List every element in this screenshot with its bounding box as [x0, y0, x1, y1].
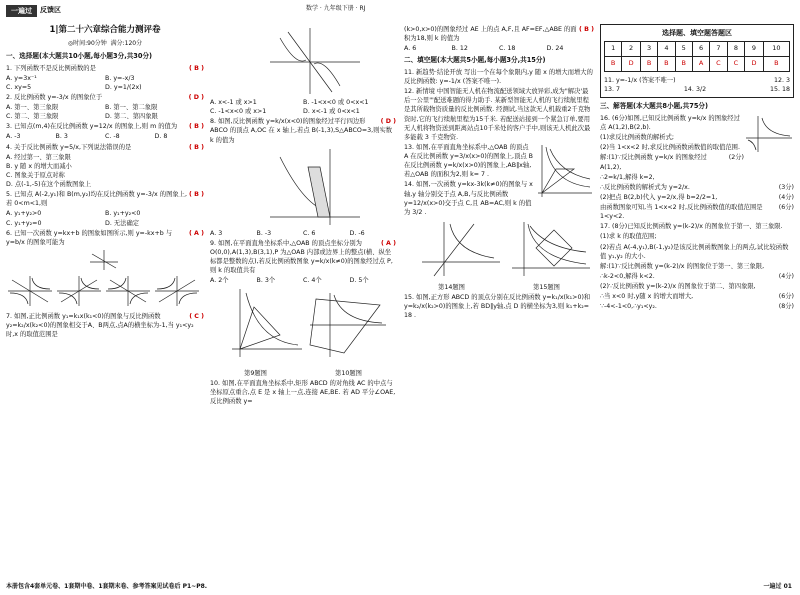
option: C. 图象关于原点对称: [6, 171, 65, 179]
fill-answers-row1: [604, 76, 790, 85]
grid-cell: B: [763, 57, 789, 72]
test-meta: [6, 40, 204, 49]
option: A. 经过第一、第三象限: [6, 153, 71, 161]
grid-number-row: [605, 42, 790, 57]
figure-caption: 第15题图: [533, 284, 560, 292]
question-5: [6, 190, 204, 208]
question-14: 14. 如图,一次函数 y=kx-3k(k≠0)的图象与 x 轴,y 轴分别交于点 A,B,与反比例函数 y=12/x(x>0)交于点 C,且 AB=AC,则 k 的值为 3/2 .: [404, 181, 533, 216]
question-text: 5. 已知点 A(-2,y₁)和 B(m,y₂)均在反比例函数 y=-3/x 的图象上,若 0<m<1,则: [6, 191, 187, 208]
option: C. 18: [499, 45, 516, 53]
option: B. y₁+y₂<0: [105, 210, 141, 218]
column-4: [600, 24, 794, 312]
section-heading: 二、填空题(本大题共5小题,每小题3分,共15分): [404, 56, 546, 65]
option: B. 3: [55, 133, 68, 141]
question-13: 13. 如图,在平面直角坐标系中,△OAB 的顶点 A 在反比例函数 y=3/x(x>0)的图象上,顶点 B 在反比例函数 y=k/x(x>0)的图象上,AB∥x轴,若△OAB 的面积为2,则 k= 7 .: [404, 143, 533, 179]
points: (3分): [778, 183, 794, 191]
page-header: [6, 4, 794, 20]
question-11: 11. 新趋势·结论开放 写出一个在每个象限内,y 随 x 的增大而增大的反比例函数: y=-1/x (答案不唯一).: [404, 68, 593, 86]
q16-figure: [744, 114, 794, 154]
grid-cell: 7: [710, 42, 728, 57]
solution-line: (2)∵反比例函数 y=(k-2)/x 的图象位于第二、第四象限,: [600, 283, 756, 291]
q14-q15-figures: [404, 218, 594, 280]
question-text: 6. 已知一次函数 y=kx+b 的图象如图所示,则 y=-kx+b 与 y=b/x 的图象可能为: [6, 229, 173, 246]
question-text: 1. 下列函数不是反比例函数的是: [6, 64, 96, 72]
points: (4分): [778, 193, 794, 201]
question-1: [6, 64, 204, 73]
option: B. -1<x<0 或 0<x<1: [303, 99, 369, 106]
grid-cell: 5: [675, 42, 692, 57]
solution-text: ∴反比例函数的解析式为 y=2/x.: [600, 183, 690, 191]
fill-answer: 14. 3/2: [683, 86, 707, 94]
question-6: [6, 229, 204, 247]
option: A. x<-1 或 x>1: [210, 99, 257, 106]
section-tag: 反馈区: [40, 6, 61, 14]
option: C. -1<x<0 或 x>1: [210, 108, 267, 116]
solution-line: [600, 153, 794, 171]
answer-mark: ( D ): [380, 118, 396, 126]
solution-line: [600, 302, 794, 311]
question-text: 7. 如图,正比例函数 y₁=k₁x(k₁<0)的图象与反比例函数 y₂=k₂/x(k₂<0)的图象相交于A、B两点,点A的横坐标为-1,当 y₁<y₂ 时,x 的取值范围是: [6, 313, 194, 339]
option: C. 6: [303, 229, 316, 237]
question-10: 10. 如图,在平面直角坐标系中,矩形 ABCD 的对角线 AC 的中点与坐标原点重合,点 E 是 x 轴上一点,连接 AE,BE. 若 AD 平分∠OAE,反比例函数 y=: [210, 379, 396, 405]
solution-text: ∵-4<-1<0,∴y₁<y₂.: [600, 303, 657, 311]
fill-answer: 12. 3: [773, 77, 790, 85]
column-1: [6, 24, 204, 340]
grid-cell: 2: [622, 42, 641, 57]
section-heading: 三、解答题(本大题共8小题,共75分): [600, 102, 709, 111]
points: (6分): [778, 293, 794, 301]
question-15: 15. 如图,正方形 ABCD 的顶点分别在反比例函数 y=k₁/x(k₁>0)和 y=k₂/x(k₂>0)的图象上,若 BD∥y轴,点 D 的横坐标为3,则 k₁+k₂= 18 .: [404, 294, 591, 320]
answer-mark: ( B ): [189, 64, 204, 72]
test-title: 1|第二十六章综合能力测评卷: [49, 25, 161, 35]
grid-cell: B: [605, 57, 622, 72]
options: [210, 98, 396, 116]
grid-cell: 10: [763, 42, 789, 57]
fill-answer: 15. 18: [769, 86, 790, 94]
option: D. 点(-1,-5)在这个函数图象上: [6, 181, 91, 189]
grid-cell: D: [745, 57, 764, 72]
option: A. 第一、第三象限: [6, 104, 59, 112]
column-2: [210, 24, 396, 407]
subject-label: 数学 · 九年级下册 · RJ: [306, 5, 366, 12]
grid-cell: 4: [658, 42, 675, 57]
question-text: 3. 已知点(m,4)在反比例函数 y=12/x 的图象上,则 m 的值为: [6, 123, 178, 131]
points: (6分): [778, 204, 794, 212]
solution-line: [600, 193, 794, 202]
question-3: [6, 122, 204, 131]
options: [6, 103, 204, 121]
fill-answer: 11. y=-1/x (答案不唯一): [604, 77, 676, 85]
option: B. y=-x/3: [105, 74, 135, 82]
grid-cell: D: [622, 57, 641, 72]
option: D. 无法确定: [105, 219, 140, 227]
question-10-cont: [404, 25, 594, 43]
question-text: 9. 如图,在平面直角坐标系中,△OAB 的顶点坐标分别为 O(0,0),A(1,3),B(3,1),P 为△OAB 内部或边界上的整点(横、纵坐标都是整数的点),若反比例函数图象 y=k/x(k≠0)的图象经过点 P,则 k 的取值共有: [210, 239, 393, 275]
question-part: (2)若点 A(-4,y₁),B(-1,y₂)是该反比例函数图象上的两点,试比较函数值 y₁,y₂ 的大小.: [600, 243, 789, 260]
question-9: [210, 239, 396, 276]
section-heading: 一、选择题(本大题共10小题,每小题3分,共30分): [6, 52, 153, 60]
choice-answer-grid: [604, 41, 790, 72]
option: B. y 随 x 的增大而减小: [6, 162, 72, 170]
figure-caption: 第10题图: [335, 369, 362, 377]
solution-line: [600, 292, 794, 301]
question-text: (k>0,x>0)的图象经过 AE 上的点 A,F,且 AF=EF,△ABE 的面积为18,则 k 的值为: [404, 26, 577, 43]
solution-line: [600, 272, 794, 281]
option: A. y₁+y₂>0: [6, 210, 42, 218]
answer-mark: ( B ): [189, 123, 204, 131]
option: B. 第一、第二象限: [105, 104, 158, 112]
q7-figure: [210, 26, 396, 96]
grid-cell: 3: [640, 42, 657, 57]
points: (2分): [728, 154, 744, 162]
answer-mark: ( C ): [189, 313, 204, 321]
grid-cell: 8: [727, 42, 745, 57]
option: D. 第二、第四象限: [105, 113, 158, 121]
option: B. -3: [256, 229, 272, 237]
option: A. y=3x⁻¹: [6, 74, 37, 82]
option: C. -8: [105, 133, 120, 141]
option: B. 3个: [256, 277, 276, 285]
solution-line: ∴2=k/1,解得 k=2,: [600, 173, 655, 181]
q9-q10-figures: [210, 285, 396, 365]
answer-mark: ( B ): [189, 143, 204, 151]
answer-mark: ( A ): [380, 239, 396, 247]
question-7: [6, 312, 204, 339]
option: B. 12: [451, 45, 468, 53]
options: [6, 74, 204, 92]
grid-cell: B: [675, 57, 692, 72]
fill-answers-row2: [604, 85, 790, 94]
answer-mark: ( A ): [188, 229, 204, 237]
figure-caption: 第9题图: [244, 369, 267, 377]
page-number: 一遍过 01: [763, 583, 792, 591]
solution-text: 由函数图象可知,当 1<x<2 时,反比例函数值的取值范围是 1<y<2.: [600, 204, 763, 221]
answer-mark: ( B ): [189, 191, 204, 199]
option: D. 5个: [349, 277, 369, 285]
points: (4分): [778, 272, 794, 280]
option: A. 3: [210, 229, 223, 237]
grid-cell: 6: [692, 42, 709, 57]
grid-cell: 9: [745, 42, 764, 57]
q13-figure: [534, 143, 594, 199]
grid-answer-row: [605, 57, 790, 72]
solution-text: ∴k-2<0,解得 k<2.: [600, 272, 655, 280]
question-part: (1)求 k 的取值范围;: [600, 233, 657, 241]
option: C. 第二、第三象限: [6, 113, 59, 121]
options: [404, 44, 594, 53]
options: [210, 229, 396, 238]
solution-line: 解:(1)∵反比例函数 y=(k-2)/x 的图象位于第一、第三象限,: [600, 262, 765, 270]
option: D. 24: [546, 45, 564, 53]
solution-text: (2)把点 B(2,b)代入 y=2/x,得 b=2/2=1,: [600, 193, 718, 201]
option: C. y₁+y₂=0: [6, 219, 42, 227]
option: A. 6: [404, 45, 417, 53]
grid-cell: B: [658, 57, 675, 72]
option: C. 4个: [303, 277, 322, 285]
question-8: [210, 117, 396, 144]
question-16: 16. (6分)如图,已知反比例函数 y=k/x 的图象经过点 A(1,2),B(2,b).: [600, 114, 740, 132]
grid-cell: 1: [605, 42, 622, 57]
figure-captions: [404, 283, 594, 292]
question-part: (1)求反比例函数的解析式;: [600, 134, 675, 142]
figure-captions: [210, 369, 396, 378]
grid-cell: C: [710, 57, 728, 72]
options: [210, 276, 396, 285]
question-text: 2. 反比例函数 y=-3/x 的图象位于: [6, 93, 103, 101]
grid-cell: B: [640, 57, 657, 72]
option: D. x<-1 或 0<x<1: [303, 108, 360, 116]
answer-sheet-title: 选择题、填空题答题区: [662, 29, 732, 37]
option: D. y=1/(2x): [105, 83, 142, 91]
option: D. -6: [349, 229, 365, 237]
time-label: ◎时间:90分钟: [67, 40, 107, 48]
footer-note: 本册包含4套单元卷、1套期中卷、1套期末卷、参考答案见试卷后 P1~P8.: [6, 583, 208, 591]
question-2: [6, 93, 204, 102]
column-3: [404, 24, 594, 322]
points: (8分): [778, 303, 794, 311]
question-text: 8. 如图,反比例函数 y=k/x(x<0)的图象经过平行四边形 ABCO 的顶点 A,OC 在 x 轴上,若点 B(-1,3),S△ABCO=3,则实数 k 的值为: [210, 118, 393, 144]
figure-caption: 第14题图: [438, 284, 465, 292]
fill-answer: 13. 7: [604, 86, 621, 94]
answer-mark: ( D ): [188, 93, 204, 101]
question-4: [6, 143, 204, 152]
question-12: 12. 新情境 中国智能无人机在物流配送领域大放异彩,成为"解决'最后一公里'"配送难题的得力助手. 某新型智能无人机的飞行续航里程是其所载物资质量的反比例函数. 经测试,当这款无人机载重2千克物资时,它的飞行续航里程为15千米. 若配送站接到一个紧急订单,要用无人机将物资送到距离站点10千米处的客户手中,则该无人机此次最多能载 3 千克物资.: [404, 88, 591, 141]
q8-figure: [210, 147, 396, 227]
options: [6, 132, 204, 141]
grid-cell: A: [692, 57, 709, 72]
q6-figures: [6, 248, 202, 308]
solution-line: [600, 203, 794, 221]
question-text: 4. 关于反比例函数 y=5/x,下列说法错误的是: [6, 143, 132, 151]
brand-tag: 一遍过: [6, 5, 37, 17]
answer-mark: ( B ): [579, 26, 594, 33]
answer-sheet: [600, 24, 794, 98]
option: A. 2个: [210, 277, 229, 285]
solution-line: [600, 183, 794, 192]
option: D. 8: [154, 133, 168, 141]
grid-cell: C: [727, 57, 745, 72]
solution-text: 解:(1)∵反比例函数 y=k/x 的图象经过 A(1,2),: [600, 154, 707, 171]
option: C. xy=5: [6, 83, 32, 91]
solution-text: ∴当 x<0 时,y随 x 的增大而增大,: [600, 293, 694, 301]
question-part: (2)当 1<x<2 时,求反比例函数函数值的取值范围.: [600, 144, 740, 152]
score-label: 满分:120分: [110, 40, 143, 48]
options: [6, 209, 204, 227]
option: A. -3: [6, 133, 21, 141]
question-17: 17. (8分)已知反比例函数 y=(k-2)/x 的图象位于第一、第三象限.: [600, 223, 783, 231]
